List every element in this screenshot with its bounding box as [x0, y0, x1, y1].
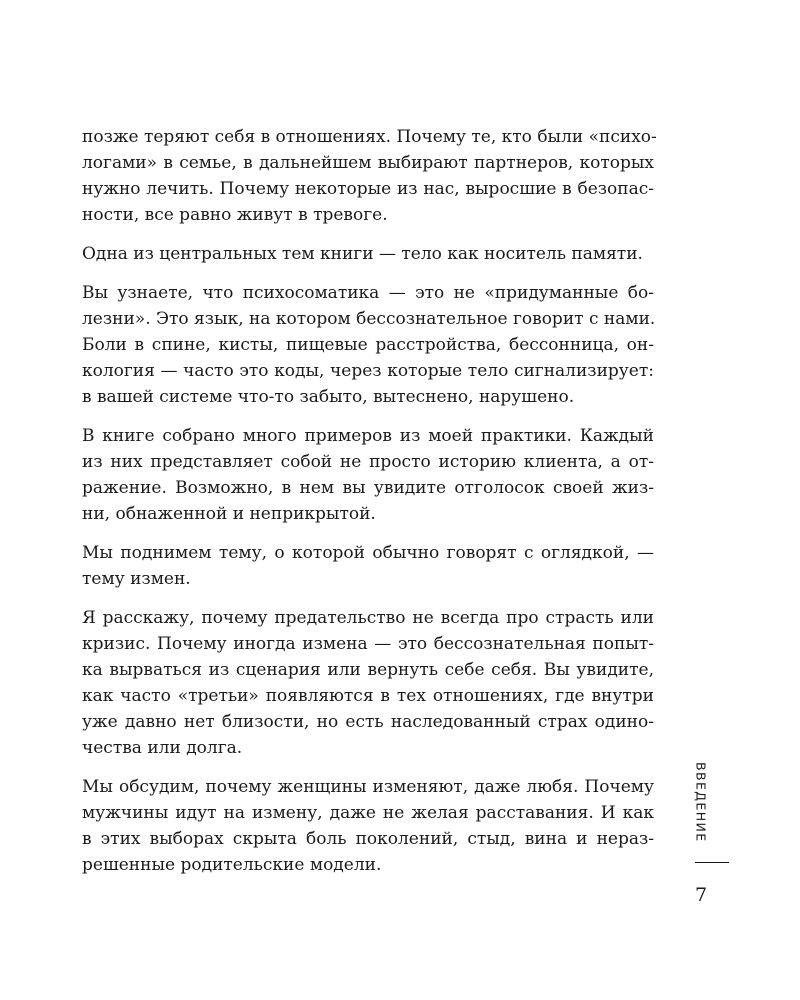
paragraph-7	[82, 774, 654, 878]
text-line: позже теряют себя в отношениях. Почему те, кто были «психо-	[82, 127, 657, 147]
text-line: ражение. Возможно, в нем вы увидите отголосок своей жиз-	[82, 478, 654, 498]
text-line: ка вырваться из сценария или вернуть себе себя. Вы увидите,	[82, 660, 654, 680]
paragraph-4	[82, 423, 654, 527]
paragraph-2	[82, 241, 654, 267]
text-line: Мы поднимем тему, о которой обычно говорят с оглядкой, —	[82, 543, 654, 563]
text-line: нужно лечить. Почему некоторые из нас, выросшие в безопас-	[82, 179, 654, 199]
text-line: Вы узнаете, что психосоматика — это не «придуманные бо-	[82, 283, 654, 303]
text-line: из них представляет собой не просто историю клиента, а от-	[82, 452, 654, 472]
paragraph-3	[82, 280, 654, 410]
text-line: в этих выборах скрыта боль поколений, стыд, вина и нераз-	[82, 829, 654, 849]
text-line: чества или долга.	[82, 738, 243, 758]
text-line: тему измен.	[82, 569, 191, 589]
text-line: Мы обсудим, почему женщины изменяют, даже любя. Почему	[82, 777, 654, 797]
text-line: мужчины идут на измену, даже не желая расставания. И как	[82, 803, 654, 823]
paragraph-6	[82, 605, 654, 761]
text-line: ности, все равно живут в тревоге.	[82, 205, 388, 225]
text-line: Боли в спине, кисты, пищевые расстройства, бессонница, он-	[82, 335, 654, 355]
margin-rule	[695, 862, 729, 863]
text-line: Я расскажу, почему предательство не всегда про страсть или	[82, 608, 654, 628]
text-line: логами» в семье, в дальнейшем выбирают партнеров, которых	[82, 153, 654, 173]
paragraph-1	[82, 124, 657, 228]
paragraph-5	[82, 540, 654, 592]
page-number: 7	[694, 884, 708, 906]
text-line: уже давно нет близости, но есть наследованный страх одино-	[82, 712, 654, 732]
text-line: кология — часто это коды, через которые тело сигнализирует:	[82, 361, 654, 381]
text-line: в вашей системе что-то забыто, вытеснено, нарушено.	[82, 387, 575, 407]
text-line: Одна из центральных тем книги — тело как носитель памяти.	[82, 244, 643, 264]
text-line: В книге собрано много примеров из моей практики. Каждый	[82, 426, 654, 446]
text-line: решенные родительские модели.	[82, 855, 382, 875]
running-head: ВВЕДЕНИЕ	[693, 762, 709, 843]
text-line: лезни». Это язык, на котором бессознательное говорит с нами.	[82, 309, 656, 329]
page-body	[82, 124, 657, 891]
text-line: кризис. Почему иногда измена — это бессознательная попыт-	[82, 634, 654, 654]
text-line: ни, обнаженной и неприкрытой.	[82, 504, 376, 524]
text-line: как часто «третьи» появляются в тех отношениях, где внутри	[82, 686, 654, 706]
